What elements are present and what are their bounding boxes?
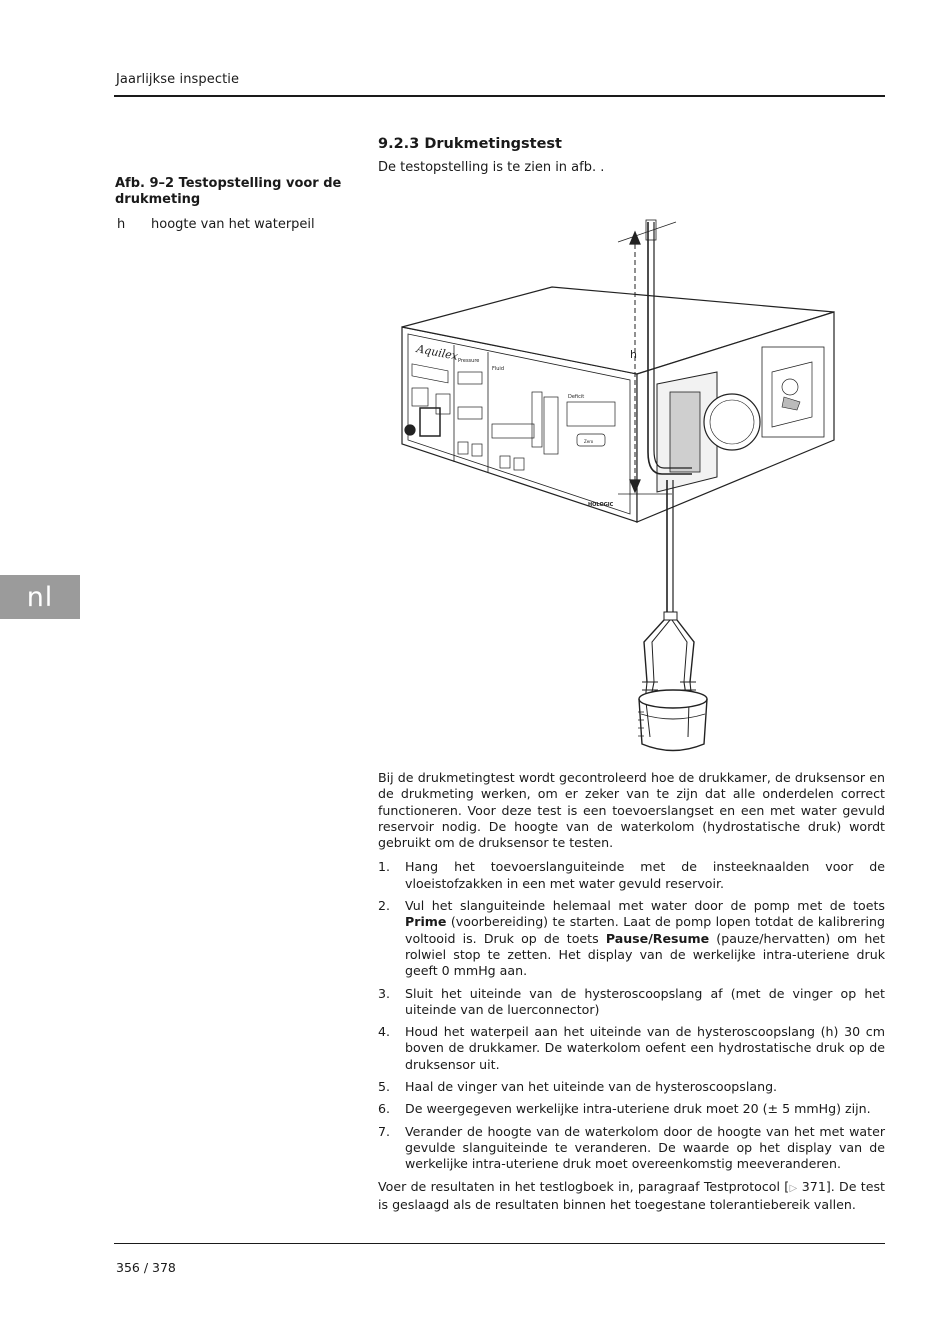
step-text: Verander de hoogte van de waterkolom door de hoogte van het met water gevulde slanguiteinde te veranderen. De waarde op het display van de werkelijke intra-uteriene druk moet overeenkomstig meeveranderen. bbox=[405, 1123, 885, 1172]
procedure-steps bbox=[378, 859, 885, 1172]
step-number: 7. bbox=[378, 1123, 391, 1139]
page-number: 356 / 378 bbox=[116, 1260, 176, 1275]
step-item bbox=[378, 898, 885, 979]
cross-reference-link[interactable]: ▷ 371 bbox=[789, 1178, 826, 1194]
step-text: Sluit het uiteinde van de hysteroscoopslang af (met de vinger op het uiteinde van de luerconnector) bbox=[405, 985, 885, 1017]
manufacturer-label: HOLOGIC bbox=[588, 502, 614, 508]
fluid-label: Fluid bbox=[492, 366, 504, 372]
prime-key-name: Prime bbox=[405, 914, 447, 930]
header-rule bbox=[114, 95, 885, 97]
test-setup-illustration bbox=[392, 212, 842, 772]
section-title: 9.2.3 Drukmetingstest bbox=[378, 136, 562, 152]
step-text: Vul het slanguiteinde helemaal met water door de pomp met de toets Prime (voorbereiding) te starten. Laat de pomp lopen totdat de kalibrering voltooid is. Druk op de toets Pause/Resume (pauze/hervatten) om het rolwiel stop te zetten. Het display van de werkelijke intra-uteriene druk geeft 0 mmHg aan. bbox=[405, 898, 885, 979]
step-number: 1. bbox=[378, 859, 391, 875]
step-number: 3. bbox=[378, 985, 391, 1001]
pressure-label: Pressure bbox=[458, 358, 480, 364]
deficit-label: Deficit bbox=[568, 394, 585, 400]
step-number: 6. bbox=[378, 1101, 391, 1117]
figure-caption: Afb. 9–2 Testopstelling voor de drukmeting bbox=[115, 176, 342, 207]
page-header-title: Jaarlijkse inspectie bbox=[116, 72, 240, 87]
footer-rule bbox=[114, 1243, 885, 1244]
step-number: 5. bbox=[378, 1079, 391, 1095]
step-item bbox=[378, 1101, 885, 1117]
language-tab: nl bbox=[0, 575, 80, 619]
step-text: Haal de vinger van het uiteinde van de hysteroscoopslang. bbox=[405, 1079, 778, 1095]
intro-paragraph: Bij de drukmetingtest wordt gecontroleerd hoe de drukkamer, de druksensor en de drukmeting werken, om er zeker van te zijn dat alle onderdelen correct functioneren. Voor deze test is een toevoerslangset en een met water gevuld reservoir nodig. De hoogte van de waterkolom (hydrostatische druk) wordt gebruikt om de druksensor te testen. bbox=[378, 770, 885, 851]
step-item bbox=[378, 859, 885, 892]
step-item bbox=[378, 1024, 885, 1073]
step-item bbox=[378, 986, 885, 1019]
figure-legend bbox=[117, 217, 315, 232]
brand-label: Aquilex bbox=[415, 342, 459, 363]
step-text: Houd het waterpeil aan het uiteinde van de hysteroscoopslang (h) 30 cm boven de drukkamer. De waterkolom oefent een hydrostatische druk op de druksensor uit. bbox=[405, 1024, 885, 1072]
step-item bbox=[378, 1079, 885, 1095]
body-text bbox=[378, 770, 885, 1213]
step-item bbox=[378, 1124, 885, 1173]
water-reservoir-rim bbox=[639, 690, 707, 708]
legend-key: h bbox=[117, 217, 126, 232]
legend-text: hoogte van het waterpeil bbox=[151, 217, 315, 232]
zero-label: Zero bbox=[584, 439, 594, 444]
step-text: De weergegeven werkelijke intra-uteriene druk moet 20 (± 5 mmHg) zijn. bbox=[405, 1101, 871, 1117]
xref-arrow-icon: ▷ bbox=[789, 1182, 798, 1194]
pause-resume-key-name: Pause/Resume bbox=[605, 930, 710, 946]
height-label: h bbox=[630, 348, 637, 361]
closing-paragraph: Voer de resultaten in het testlogboek in, paragraaf Testprotocol [▷ 371]. De test is geslaagd als de resultaten binnen het toegestane tolerantiebereik vallen. bbox=[378, 1178, 885, 1212]
step-number: 2. bbox=[378, 898, 391, 914]
step-number: 4. bbox=[378, 1024, 391, 1040]
section-intro: De testopstelling is te zien in afb. . bbox=[378, 160, 605, 175]
step-text: Hang het toevoerslanguiteinde met de insteeknaalden voor de vloeistofzakken in een met water gevuld reservoir. bbox=[405, 859, 885, 891]
